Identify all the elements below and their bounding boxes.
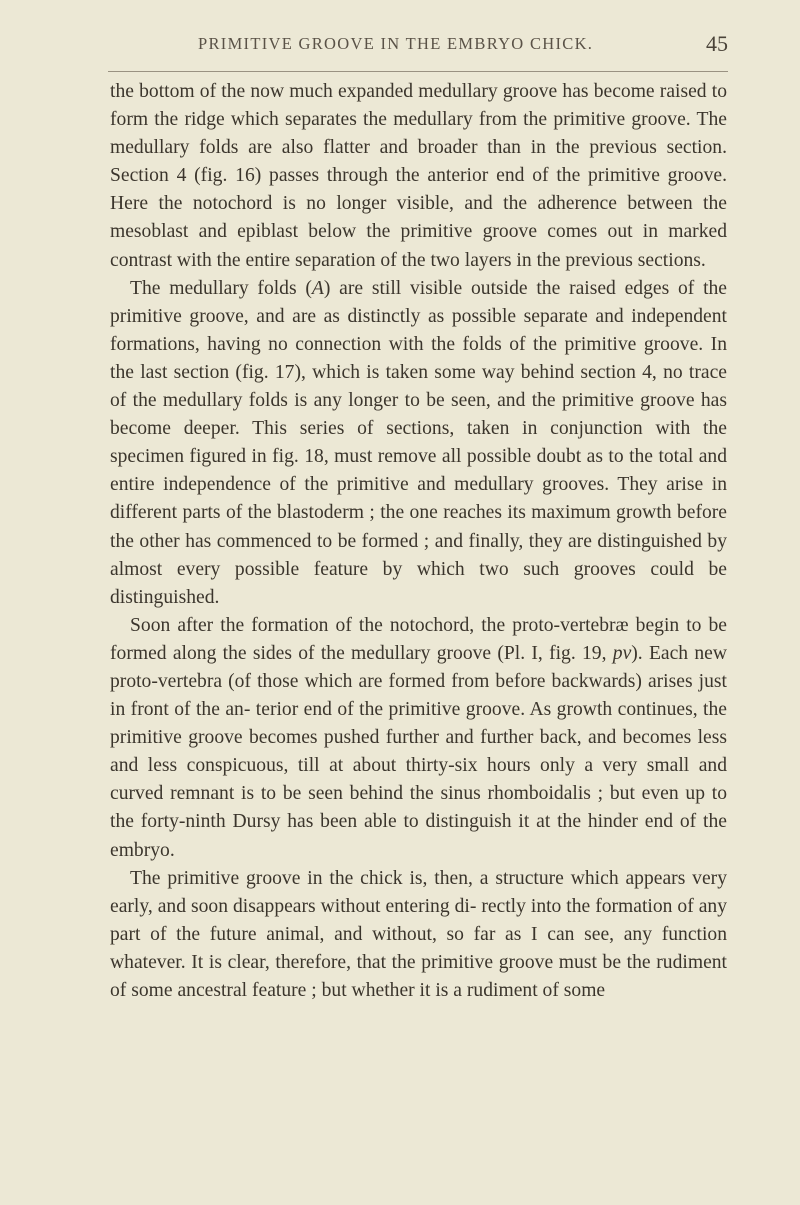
italic-label: A (311, 277, 324, 299)
body-text (110, 78, 727, 1005)
text-segment: ). Each new proto-vertebra (of those which are formed from before backwards) arises just in front of the an- terior end of the primitive groove. As growth continues, the primitive groove becomes pushed further and further back, and becomes less and less conspicuous, till at about thirty-six hours only a very small and curved remnant is to be seen behind the sinus rhomboidalis ; but even up to the forty-ninth Dursy has been able to distinguish it at the hinder end of the embryo. (110, 642, 728, 861)
paragraph-medullary-folds (110, 275, 727, 612)
header-rule (108, 71, 728, 72)
text-segment: The medullary folds ( (130, 277, 312, 299)
italic-label: pv (612, 642, 632, 664)
paragraph-conclusion (110, 865, 727, 1005)
text-segment: The primitive groove in the chick is, then, a structure which appears very early, and soon disappears without entering di- rectly into the formation of any part of the future animal, and without, so far as I can see, any function whatever. It is clear, therefore, that the primitive groove must be the rudiment of some ancestral feature ; but whether it is a rudiment of some (110, 867, 727, 1001)
text-segment: Soon after the formation of the notochord, the proto-vertebræ begin to be formed along the sides of the medullary groove (Pl. I, fig. 19, (110, 614, 727, 664)
paragraph-continuation (110, 78, 727, 275)
text-segment: ) are still visible outside the raised edges of the primitive groove, and are as distinctly as possible separate and independent formations, having no connection with the folds of the primitive groove. In the last section (fig. 17), which is taken some way behind section 4, no trace of the medullary folds is any longer to be seen, and the primitive groove has become deeper. This series of sections, taken in conjunction with the specimen figured in fig. 18, must remove all possible doubt as to the total and entire independence of the primitive and medullary grooves. They arise in different parts of the blastoderm ; the one reaches its maximum growth before the other has commenced to be formed ; and finally, they are distinguished by almost every possible feature by which two such grooves could be distinguished. (110, 277, 728, 608)
running-header (108, 31, 728, 74)
paragraph-proto-vertebrae (110, 612, 727, 865)
page-number: 45 (706, 31, 728, 56)
running-title: PRIMITIVE GROOVE IN THE EMBRYO CHICK. (198, 34, 594, 53)
text-segment: the bottom of the now much expanded medullary groove has become raised to form the ridge which separates the medullary from the primitive groove. The medullary folds are also flatter and broader than in the previous section. Section 4 (fig. 16) passes through the anterior end of the primitive groove. Here the notochord is no longer visible, and the adherence between the mesoblast and epiblast below the primitive groove comes out in marked contrast with the entire separation of the two layers in the previous sections. (110, 81, 727, 271)
